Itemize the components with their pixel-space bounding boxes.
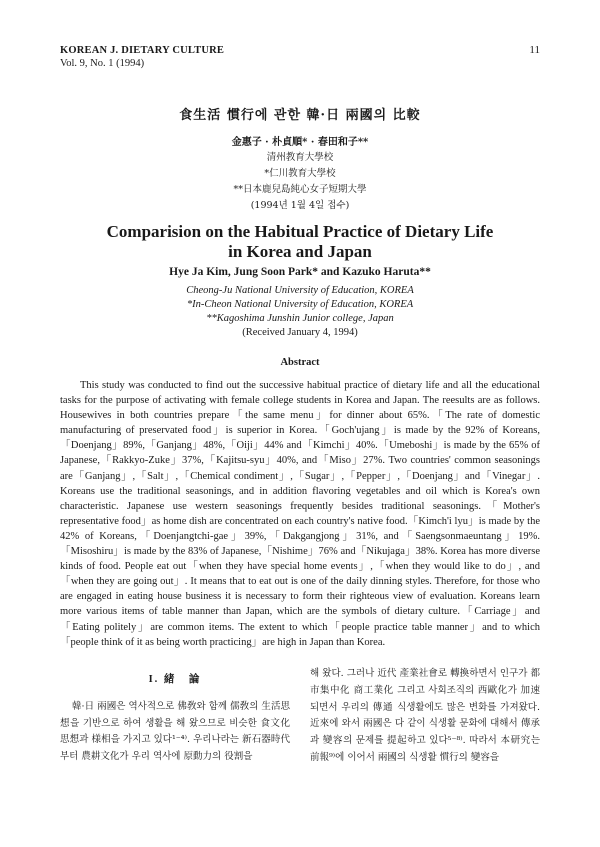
english-affiliation: Cheong-Ju National University of Education, KOREA <box>186 285 414 296</box>
body-left-column <box>60 672 290 766</box>
body-paragraph: 韓·日 兩國은 역사적으로 佛敎와 함께 儒敎의 生活思想을 기반으로 하여 생활을 해 왔으므로 비슷한 食文化 思想과 様相을 가지고 있다¹⁻⁴⁾. 우리나라는 新石器時代부터 農耕文化가 우리 역사에 原動力의 役割을 <box>60 700 290 763</box>
abstract-heading: Abstract <box>280 357 320 368</box>
english-authors: Hye Ja Kim, Jung Soon Park* and Kazuko Haruta** <box>169 266 431 278</box>
english-title-line: in Korea and Japan <box>228 242 372 261</box>
journal-volume: Vol. 9, No. 1 (1994) <box>60 58 145 69</box>
english-affiliations <box>0 284 600 340</box>
journal-header <box>60 44 224 70</box>
journal-name: KOREAN J. DIETARY CULTURE <box>60 45 225 56</box>
korean-affiliation: 清州教育大學校 <box>266 152 334 163</box>
korean-received-date: (1994년 1월 4일 접수) <box>250 200 350 211</box>
english-affiliation: **Kagoshima Junshin Junior college, Japan <box>206 313 394 324</box>
section-title: I. 緒 論 <box>148 674 202 685</box>
page-number: 11 <box>529 44 540 56</box>
body-paragraph: 해 왔다. 그러나 近代 產業社會로 轉換하면서 인구가 都市集中化 商工業化 그리고 사회조직의 西歐化가 加速되면서 우리의 傳通 식생활에도 많은 변화를 가져왔다. 近來에 와서 兩國은 다 같이 식생활 문화에 대해서 傳承과 變容의 문제를 提起하고 있다⁵⁻⁸⁾. 따라서 本研究는 前報⁹⁾에 이어서 兩國의 식생활 慣行의 變容을 <box>310 668 540 763</box>
korean-title: 食生活 慣行에 관한 韓·日 兩國의 比較 <box>179 108 421 123</box>
korean-authors: 金惠子 · 朴貞順* · 春田和子** <box>231 137 369 148</box>
english-affiliation: *In-Cheon National University of Education, KOREA <box>186 299 414 310</box>
korean-affiliations <box>0 150 600 214</box>
english-title-line: Comparision on the Habitual Practice of Dietary Life <box>106 222 494 241</box>
abstract-text: This study was conducted to find out the successive habitual practice of dietary life and all the educational tasks for the purpose of activating with female college students in Korea and Japan. The reesults are as follows. Housewives in both countries prepare「the same menu」for dinner about 65%.「The rate of domestic manufacturing of preservated food」is superior in Korea.「Goch'ujang」is made by the 92% of Koreans,「Doenjang」89%,「Ganjang」48%,「Oiji」44% and「Kimchi」40%.「Umeboshi」is made by the 65% of Japanese,「Rakkyo-Zuke」37%,「Kajitsu-syu」40%, and「Miso」27%. Two countries' common seasonings are「Ganjang」,「Salt」,「Chemical condiment」,「Sugar」,「Pepper」,「Doenjang」and「Vinegar」. Koreans use the traditional seasonings, and in addition flavoring vegetables and oil which is Korea's own characteristic. Japanese use western seasonings frequently besides traditional seasonings.「Mother's representative food」as home dish are concentrated on each country's native food.「Kimch'i lyu」is made by the 42% of Koreans,「Doenjangtchi-gae」39%,「Dakgangjong」31%, and「Saengsonmaeuntang」19%.「Misoshiru」is made by the 83% of Japanese,「Nishime」76% and「Nikujaga」38%. Korea has more diverse kinds of food. People eat out「when they have special home events」,「when they would like to do」, and「when they are going out」. It means that to eat out is one of the daily dinning styles. Therefore, for those who are engaged in eating house business it is necessary to form their righteous view of evaluation. Koreans learn more various items of table manner than Japan, which are the symbols of dietary culture.「Carriage」and「Eating politely」are common items. The extent to which「people practice table manner」and to which「people think of it as being worth practicing」are high in Japan than Korea. <box>60 380 540 648</box>
english-title <box>0 222 600 262</box>
korean-affiliation: *仁川教育大學校 <box>264 168 336 179</box>
body-right-column <box>310 666 540 767</box>
korean-affiliation: **日本鹿兒島純心女子短期大學 <box>233 184 367 195</box>
english-received-date: (Received January 4, 1994) <box>242 327 358 338</box>
